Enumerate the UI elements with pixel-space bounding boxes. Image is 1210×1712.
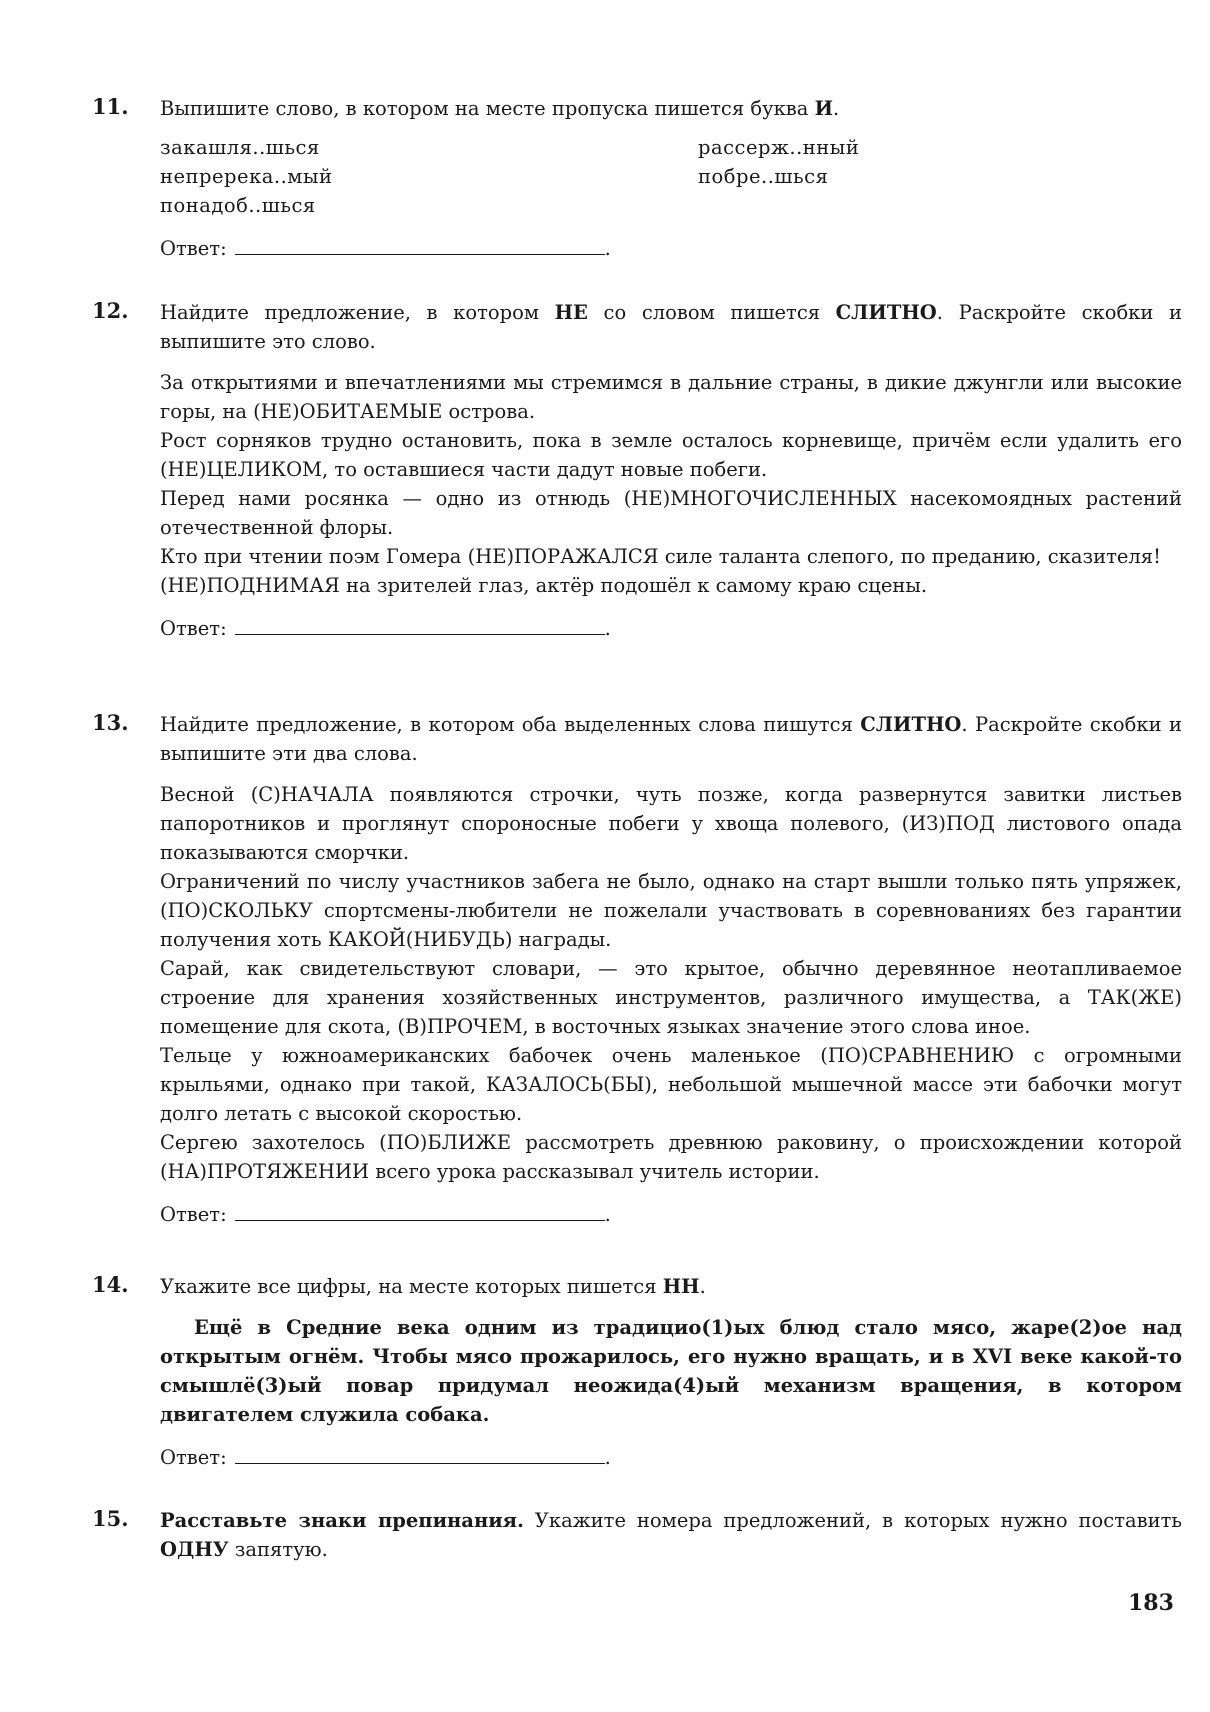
instruction-emphasis: СЛИТНО <box>860 713 962 736</box>
task-11 <box>92 94 1182 263</box>
answer-row <box>160 1443 1182 1472</box>
answer-label: Ответ: <box>160 237 227 260</box>
answer-line[interactable] <box>235 616 605 635</box>
instruction-text: . <box>699 1275 706 1298</box>
word-column-left <box>160 133 698 220</box>
task-12 <box>92 298 1182 643</box>
word-option: рассерж..нный <box>698 136 860 159</box>
task-number: 14. <box>92 1272 129 1297</box>
instruction-text: . Раскройте скобки и выпишите это слово. <box>160 301 1182 353</box>
answer-period: . <box>604 237 611 260</box>
sentence: За открытиями и впечатлениями мы стремимся в дальние страны, в дикие джунгли или высокие горы, на (НЕ)ОБИТАЕМЫЕ острова. <box>160 371 1182 423</box>
answer-line[interactable] <box>235 1202 605 1221</box>
word-option: непререка..мый <box>160 165 333 188</box>
task-number: 13. <box>92 710 129 735</box>
task-paragraph: Ещё в Средние века одним из традицио(1)ых блюд стало мясо, жаре(2)ое над открытым огнём. Чтобы мясо прожарилось, его нужно вращать, и в XVI веке какой-то смышлё(3)ый повар придумал неожида(4)ый механизм вращения, в котором двигателем служила собака. <box>160 1316 1182 1426</box>
sentence: Весной (С)НАЧАЛА появляются строчки, чуть позже, когда развернутся завитки листьев папоротников и проглянут спороносные побеги у хвоща полевого, (ИЗ)ПОД листового опада показываются сморчки. <box>160 783 1182 864</box>
instruction-text: . Раскройте скобки и выпишите эти два слова. <box>160 713 1182 765</box>
instruction-text: Найдите предложение, в котором оба выделенных слова пишутся <box>160 713 861 736</box>
sentence: Кто при чтении поэм Гомера (НЕ)ПОРАЖАЛСЯ силе таланта слепого, по преданию, сказителя! <box>160 545 1161 568</box>
answer-label: Ответ: <box>160 617 227 640</box>
answer-line[interactable] <box>235 236 605 255</box>
word-option: побре..шься <box>698 165 829 188</box>
sentence: Ограничений по числу участников забега не было, однако на старт вышли только пять упряжек, (ПО)СКОЛЬКУ спортсмены-любители не пожелали участвовать в соревнованиях без гарантии получения хоть КАКОЙ(НИБУДЬ) награды. <box>160 870 1182 951</box>
instruction-text: Выпишите слово, в котором на месте пропуска пишется буква <box>160 97 815 120</box>
answer-period: . <box>604 1446 611 1469</box>
word-column-right <box>698 133 1182 220</box>
answer-row <box>160 1200 1182 1229</box>
instruction-emphasis: Расставьте знаки препинания. <box>160 1509 524 1532</box>
answer-line[interactable] <box>235 1445 605 1464</box>
sentence-list <box>160 780 1182 1186</box>
task-number: 15. <box>92 1506 129 1531</box>
instruction-emphasis: НН <box>662 1275 700 1298</box>
sentence: (НЕ)ПОДНИМАЯ на зрителей глаз, актёр подошёл к самому краю сцены. <box>160 574 928 597</box>
sentence: Сарай, как свидетельствуют словари, — это крытое, обычно деревянное неотапливаемое строение для хранения хозяйственных инструментов, различного имущества, а ТАК(ЖЕ) помещение для скота, (В)ПРОЧЕМ, в восточных языках значение этого слова иное. <box>160 957 1182 1038</box>
sentence: Сергею захотелось (ПО)БЛИЖЕ рассмотреть древнюю раковину, о происхождении которой (НА)ПРОТЯЖЕНИИ всего урока рассказывал учитель истории. <box>160 1131 1182 1183</box>
answer-row <box>160 234 1182 263</box>
answer-period: . <box>604 617 611 640</box>
sentence: Рост сорняков трудно остановить, пока в земле осталось корневище, причём если удалить его (НЕ)ЦЕЛИКОМ, то оставшиеся части дадут новые побеги. <box>160 429 1182 481</box>
task-number: 12. <box>92 298 129 323</box>
instruction-text: со словом пишется <box>587 301 836 324</box>
instruction-text: Укажите номера предложений, в которых нужно поставить <box>523 1509 1182 1532</box>
answer-label: Ответ: <box>160 1203 227 1226</box>
sentence: Тельце у южноамериканских бабочек очень маленькое (ПО)СРАВНЕНИЮ с огромными крыльями, однако при такой, КАЗАЛОСЬ(БЫ), небольшой мышечной массе эти бабочки могут долго летать с высокой скоростью. <box>160 1044 1182 1125</box>
instruction-emphasis: НЕ <box>554 301 588 324</box>
word-option: понадоб..шься <box>160 194 316 217</box>
instruction-text: Найдите предложение, в котором <box>160 301 555 324</box>
answer-label: Ответ: <box>160 1446 227 1469</box>
instruction-emphasis: ОДНУ <box>160 1538 229 1561</box>
page-number: 183 <box>1128 1590 1174 1616</box>
instruction-emphasis: И <box>814 97 833 120</box>
sentence: Перед нами росянка — одно из отнюдь (НЕ)МНОГОЧИСЛЕННЫХ насекомоядных растений отечественной флоры. <box>160 487 1182 539</box>
task-instruction <box>160 298 1182 356</box>
word-options <box>160 133 1182 220</box>
sentence-list <box>160 368 1182 600</box>
task-text <box>160 1313 1182 1429</box>
instruction-text: . <box>833 97 840 120</box>
task-13 <box>92 710 1182 1229</box>
instruction-text: запятую. <box>228 1538 328 1561</box>
task-15 <box>92 1506 1182 1564</box>
task-instruction <box>160 94 1182 123</box>
answer-period: . <box>604 1203 611 1226</box>
instruction-emphasis: СЛИТНО <box>835 301 937 324</box>
task-instruction <box>160 1506 1182 1564</box>
task-instruction <box>160 710 1182 768</box>
task-number: 11. <box>92 94 129 119</box>
task-14 <box>92 1272 1182 1472</box>
task-instruction <box>160 1272 1182 1301</box>
word-option: закашля..шься <box>160 136 320 159</box>
instruction-text: Укажите все цифры, на месте которых пишется <box>160 1275 663 1298</box>
answer-row <box>160 614 1182 643</box>
